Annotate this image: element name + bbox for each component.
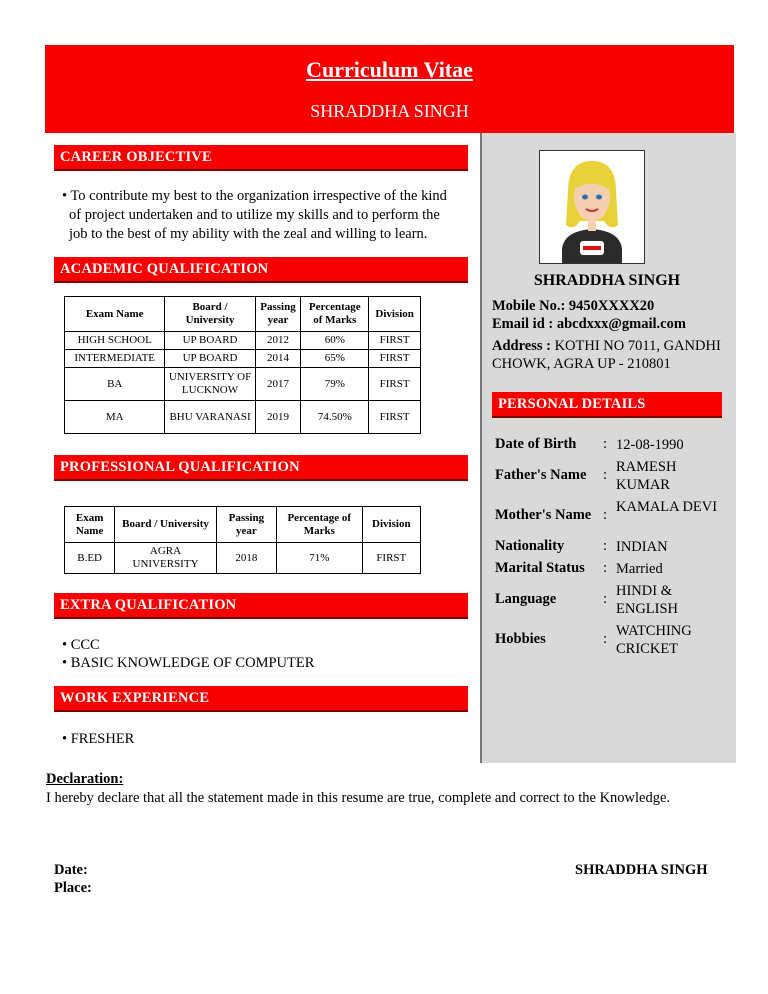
contact-block	[492, 297, 728, 373]
table-header-cell: Division	[362, 507, 420, 543]
cv-name: SHRADDHA SINGH	[310, 101, 469, 121]
personal-value: INDIAN	[616, 539, 668, 555]
professional-table	[64, 506, 421, 574]
signature-name: SHRADDHA SINGH	[575, 862, 708, 878]
personal-value: WATCHING CRICKET	[616, 623, 692, 657]
table-cell: MA	[65, 401, 165, 434]
table-cell: UP BOARD	[165, 332, 255, 350]
personal-separator: :	[603, 507, 608, 523]
cv-header	[45, 45, 734, 133]
personal-label: Hobbies	[495, 631, 546, 647]
table-cell: 2017	[255, 368, 301, 401]
personal-separator: :	[603, 631, 608, 647]
personal-label: Father's Name	[495, 467, 587, 483]
table-header-cell: Board / University	[115, 507, 217, 543]
career-objective-text	[62, 187, 472, 244]
extra-list	[62, 636, 314, 672]
list-item: • CCC	[62, 637, 100, 653]
table-row	[65, 368, 421, 401]
place-label: Place:	[54, 880, 92, 896]
personal-separator: :	[603, 591, 608, 607]
profile-photo	[539, 150, 645, 264]
date-label: Date:	[54, 862, 88, 878]
personal-separator: :	[603, 560, 608, 576]
profile-name: SHRADDHA SINGH	[533, 272, 681, 289]
table-cell: 71%	[276, 543, 362, 574]
table-cell: BA	[65, 368, 165, 401]
table-cell: BHU VARANASI	[165, 401, 255, 434]
career-objective-heading: CAREER OBJECTIVE	[54, 145, 468, 171]
table-cell: 2019	[255, 401, 301, 434]
personal-value: RAMESH KUMAR	[616, 459, 677, 493]
table-cell: 79%	[301, 368, 369, 401]
table-cell: 2014	[255, 350, 301, 368]
table-cell: 2012	[255, 332, 301, 350]
career-line: • To contribute my best to the organization irrespective of the kind	[62, 188, 447, 204]
personal-label: Mother's Name	[495, 507, 592, 523]
table-cell: AGRA UNIVERSITY	[115, 543, 217, 574]
table-header-cell: Exam Name	[65, 507, 115, 543]
table-header-row	[65, 507, 421, 543]
list-item: • BASIC KNOWLEDGE OF COMPUTER	[62, 655, 315, 671]
table-cell: 74.50%	[301, 401, 369, 434]
professional-heading: PROFESSIONAL QUALIFICATION	[54, 455, 468, 481]
table-row	[65, 350, 421, 368]
personal-label: Language	[495, 591, 557, 607]
table-cell: HIGH SCHOOL	[65, 332, 165, 350]
career-line: job to the best of my ability with the zeal and willing to learn.	[69, 226, 428, 242]
extra-heading: EXTRA QUALIFICATION	[54, 593, 468, 619]
cv-title: Curriculum Vitae	[306, 57, 473, 82]
personal-separator: :	[603, 538, 608, 554]
academic-heading: ACADEMIC QUALIFICATION	[54, 257, 468, 283]
address-value: KOTHI NO 7011, GANDHI CHOWK, AGRA UP - 210801	[492, 338, 721, 372]
address	[492, 337, 728, 373]
table-cell: INTERMEDIATE	[65, 350, 165, 368]
academic-table	[64, 296, 421, 434]
work-heading: WORK EXPERIENCE	[54, 686, 468, 712]
table-header-cell: Passing year	[255, 297, 301, 332]
table-header-cell: Percentage of Marks	[301, 297, 369, 332]
list-item: • FRESHER	[62, 731, 135, 747]
table-cell: UP BOARD	[165, 350, 255, 368]
personal-label: Marital Status	[495, 560, 585, 576]
table-cell: FIRST	[369, 350, 421, 368]
personal-separator: :	[603, 436, 608, 452]
table-header-cell: Board / University	[165, 297, 255, 332]
table-row	[65, 332, 421, 350]
personal-value: HINDI & ENGLISH	[616, 583, 679, 617]
personal-label: Nationality	[495, 538, 565, 554]
career-line: of project undertaken and to utilize my skills and to perform the	[69, 207, 440, 223]
table-cell: FIRST	[369, 401, 421, 434]
personal-separator: :	[603, 467, 608, 483]
table-header-cell: Passing year	[216, 507, 276, 543]
table-cell: FIRST	[369, 332, 421, 350]
table-header-row	[65, 297, 421, 332]
declaration-heading: Declaration:	[46, 771, 124, 787]
table-row	[65, 401, 421, 434]
table-header-cell: Percentage of Marks	[276, 507, 362, 543]
table-header-cell: Division	[369, 297, 421, 332]
personal-label: Date of Birth	[495, 436, 577, 452]
declaration-text: I hereby declare that all the statement made in this resume are true, complete and correct to the Knowledge.	[46, 790, 671, 806]
table-cell: 65%	[301, 350, 369, 368]
table-cell: B.ED	[65, 543, 115, 574]
personal-value: Married	[616, 561, 663, 577]
table-cell: 2018	[216, 543, 276, 574]
work-list	[62, 730, 134, 748]
personal-value: KAMALA DEVI	[616, 499, 718, 515]
table-cell: FIRST	[362, 543, 420, 574]
table-cell: FIRST	[369, 368, 421, 401]
personal-value: 12-08-1990	[616, 437, 684, 453]
table-row	[65, 543, 421, 574]
table-header-cell: Exam Name	[65, 297, 165, 332]
avatar-illustration	[540, 151, 644, 263]
personal-details-heading: PERSONAL DETAILS	[492, 392, 722, 418]
table-cell: UNIVERSITY OF LUCKNOW	[165, 368, 255, 401]
email-address: Email id : abcdxxx@gmail.com	[492, 316, 686, 332]
mobile-number: Mobile No.: 9450XXXX20	[492, 298, 655, 314]
table-cell: 60%	[301, 332, 369, 350]
address-label: Address :	[492, 338, 551, 354]
